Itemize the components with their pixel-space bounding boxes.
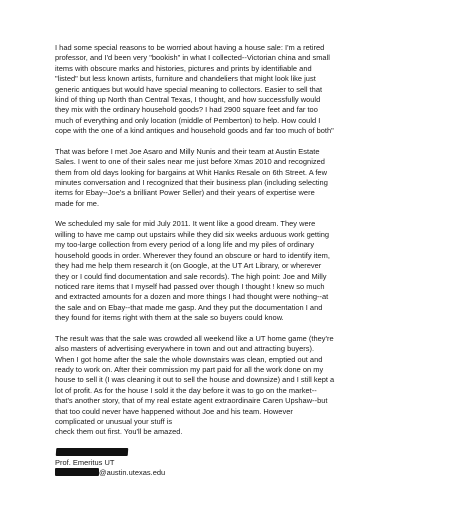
text-line: check them out first. You'll be amazed. (55, 427, 183, 437)
text-line: noticed rare items that I myself had passed over though I thought ! knew so much (55, 281, 325, 291)
text-line: cope with the one of a kind antiques and household goods and far too much of both" (55, 126, 334, 136)
text-line: made for me. (55, 198, 100, 208)
text-line: Sales. I went to one of their sales near me just before Xmas 2010 and recognized (55, 157, 325, 167)
text-line: they had me help them research it (on Google, at the UT Art Library, or wherever (55, 261, 322, 271)
text-line: I had some special reasons to be worried about having a house sale: I'm a retired (55, 43, 325, 52)
redacted-name-bar (56, 448, 129, 456)
text-line: they found for items right with them at the sale so buyers could know. (55, 313, 284, 323)
signer-title: Prof. Emeritus UT (55, 457, 115, 467)
email-suffix: @austin.utexas.edu (99, 468, 166, 478)
text-line: household goods in order. Wherever they found an obscure or hard to identify item, (55, 250, 330, 260)
text-line: ready to work on. After their commission my part paid for all the work done on my (55, 364, 324, 374)
text-line: that too could never have happened without Joe and his team. However (55, 406, 293, 416)
redacted-email-bar (55, 468, 99, 476)
text-line: they mix with the ordinary household goods? I had 2900 square feet and far too (55, 105, 318, 115)
text-line: the sale and on Ebay--that made me gasp. And they put the documentation I and (55, 302, 323, 312)
paragraph-2 (55, 147, 415, 209)
text-line: minutes conversation and I recognized that their business plan (including selecting (55, 178, 328, 188)
text-line: complicated or unusual your stuff is (55, 416, 173, 426)
text-line: items with obscure marks and histories, pictures and prints by identifiable and (55, 63, 312, 73)
paragraph-3 (55, 219, 415, 323)
signature-block (55, 448, 415, 479)
text-line: When I got home after the sale the whole downstairs was clean, emptied out and (55, 354, 323, 364)
text-line: much of everything and only location (middle of Pemberton) to help. How could I (55, 115, 321, 125)
text-line: "listed" but less known artists, furniture and chandeliers that might look like just (55, 74, 316, 84)
text-line: The result was that the sale was crowded all weekend like a UT home game (they're (55, 333, 334, 343)
text-line: that's another story, that of my real estate agent extraordinaire Caren Upshaw--but (55, 396, 328, 406)
text-line: and extracted amounts for a dozen and more things I had thought were nothing--at (55, 292, 329, 302)
text-line: generic antiques but would have special meaning to collectors. Easier to sell that (55, 84, 323, 94)
text-line: my too-large collection from every period of a long life and my piles of ordinary (55, 240, 315, 250)
text-line: That was before I met Joe Asaro and Milly Nunis and their team at Austin Estate (55, 146, 320, 156)
signer-email (55, 468, 415, 478)
text-line: professor, and I'd been very "bookish" in what I collected--Victorian china and small (55, 53, 330, 63)
text-line: house to sell it (I was cleaning it out to sell the house and downsize) and I still kept a (55, 375, 335, 385)
letter-body (55, 43, 415, 479)
text-line: willing to have me camp out upstairs while they did six weeks arduous work getting (55, 229, 330, 239)
text-line: also masters of advertising everywhere in town and out and attracting buyers). (55, 344, 315, 354)
text-line: them from old days looking for bargains at Whit Hanks Resale on 6th Street. A few (55, 167, 327, 177)
text-line: kind of thing up North than Central Texas, I thought, and how successfully would (55, 95, 321, 105)
text-line: items for Ebay--Joe's a brilliant Power Seller) and their years of expertise were (55, 188, 315, 198)
paragraph-1 (55, 43, 415, 137)
text-line: We scheduled my sale for mid July 2011. It went like a good dream. They were (55, 219, 316, 229)
text-line: lot of profit. As for the house I sold it the day before it was to go on the market-- (55, 385, 317, 395)
text-line: they or I could find documentation and sale records). The high point: Joe and Milly (55, 271, 327, 281)
paragraph-4 (55, 334, 415, 438)
